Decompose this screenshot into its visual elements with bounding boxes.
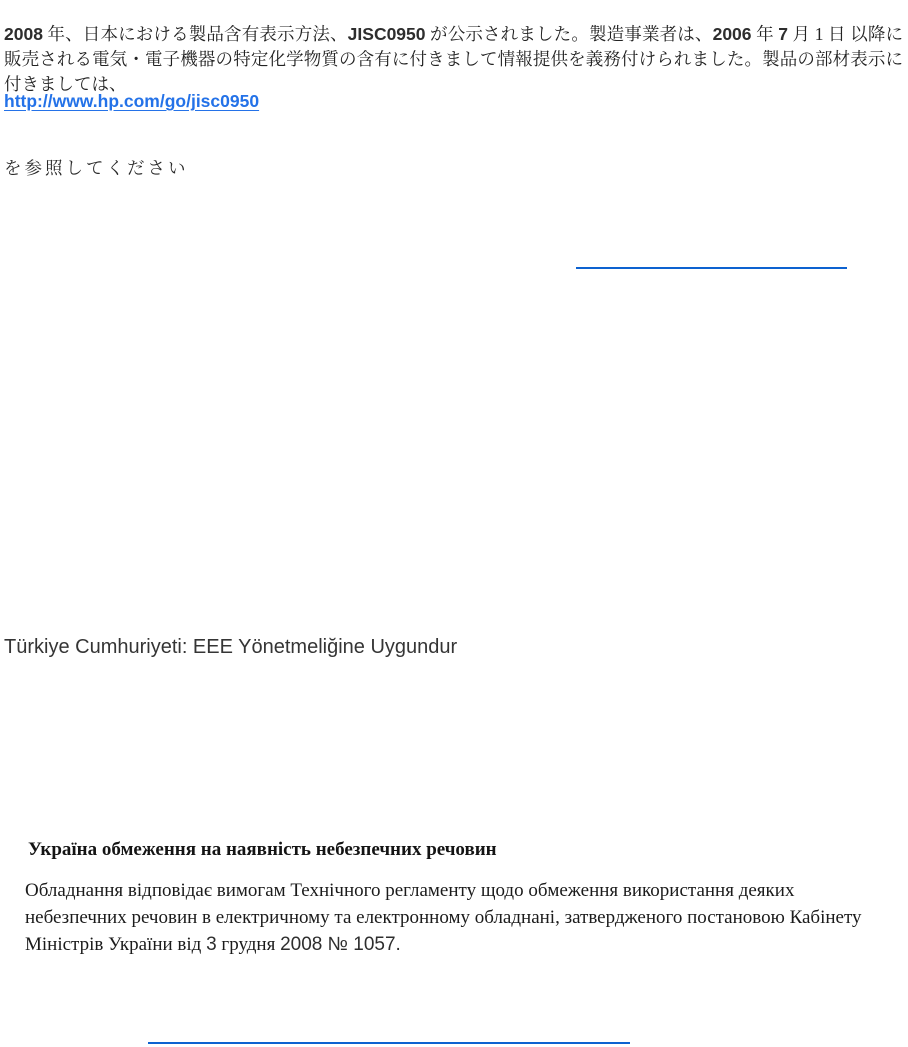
ukraine-paragraph-day-number: 3 <box>206 934 217 955</box>
jisc0950-reference-note: を参照してください <box>4 157 189 178</box>
jisc-paragraph-year-2008: 2008 <box>4 23 43 44</box>
jisc-paragraph-segment: 年 <box>751 23 779 44</box>
blue-link-underline-top[interactable] <box>576 267 847 269</box>
ukraine-paragraph-decree-reference: 2008 № 1057. <box>280 934 401 955</box>
turkey-eee-statement: Türkiye Cumhuriyeti: EEE Yönetmeliğine Uygundur <box>4 636 458 658</box>
ukraine-paragraph-segment: грудня <box>216 934 281 955</box>
jisc-paragraph-month-7: 7 <box>778 23 788 44</box>
jisc-paragraph-segment: 年、日本における製品含有表示方法、 <box>42 23 348 44</box>
jisc-paragraph-segment: が公示されました。製造事業者は、 <box>425 23 713 44</box>
jisc-paragraph-standard-code: JISC0950 <box>347 23 426 44</box>
jisc0950-paragraph <box>4 22 903 97</box>
jisc-paragraph-year-2006: 2006 <box>712 23 752 44</box>
ukraine-paragraph-segment: Обладнання відповідає вимогам Технічного регламенту щодо обмеження використання деяких небезпечних речовин в електричному та електронному обладнані, затвердженого постановою Кабінету Міністрів України від <box>25 880 862 955</box>
ukraine-section-heading: Україна обмеження на наявність небезпечних речовин <box>28 839 497 860</box>
blue-link-underline-bottom[interactable] <box>148 1042 630 1044</box>
ukraine-paragraph <box>25 877 891 958</box>
jisc-paragraph-segment: 月 1 日 以降に販売される電気・電子機器の特定化学物質の含有に付きまして情報提供を義務付けられました。製品の部材表示に付きましては、 <box>4 23 904 94</box>
jisc0950-link[interactable]: http://www.hp.com/go/jisc0950 <box>4 91 260 111</box>
